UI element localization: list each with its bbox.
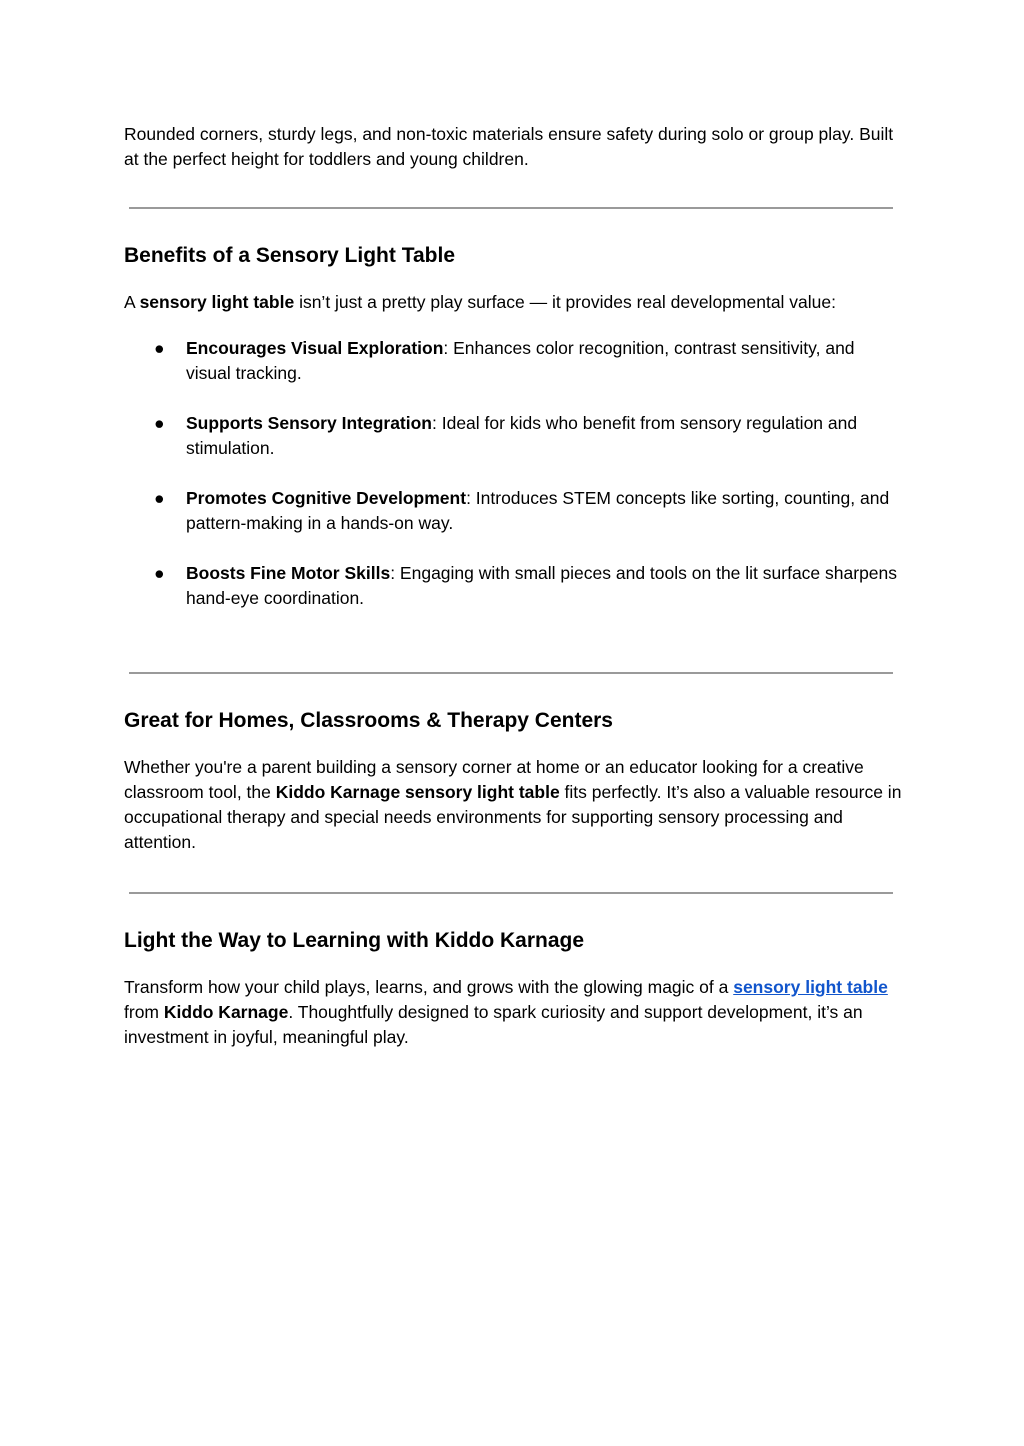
brand-name-bold: Kiddo Karnage (163, 1002, 289, 1022)
list-item-title: Supports Sensory Integration (186, 413, 432, 433)
benefits-lead-prefix: A (124, 292, 140, 312)
great-for-heading: Great for Homes, Classrooms & Therapy Centers (124, 709, 613, 732)
list-item-text: : Enhances color recognition, contrast sensitivity, and visual tracking. (186, 338, 855, 383)
light-the-way-heading: Light the Way to Learning with Kiddo Karnage (124, 929, 585, 952)
benefits-lead (124, 290, 904, 315)
list-item (124, 486, 904, 536)
light-the-way-paragraph (124, 975, 904, 1050)
benefits-list (124, 336, 904, 611)
list-item-text: : Ideal for kids who benefit from sensory regulation and stimulation. (186, 413, 858, 458)
bullet-icon: ● (154, 338, 165, 358)
section-divider (129, 207, 893, 209)
section-divider (129, 892, 893, 894)
list-item-text: : Engaging with small pieces and tools on the lit surface sharpens hand-eye coordination. (186, 563, 898, 608)
bullet-icon: ● (154, 413, 165, 433)
great-for-bold: Kiddo Karnage sensory light table (275, 782, 560, 802)
list-item-title: Encourages Visual Exploration (186, 338, 444, 358)
light-the-way-text-2: from (124, 1002, 164, 1022)
intro-paragraph: Rounded corners, sturdy legs, and non-toxic materials ensure safety during solo or group play. Built at the perfect height for toddlers and young children. (124, 124, 894, 169)
bullet-icon: ● (154, 488, 165, 508)
light-the-way-section (124, 927, 904, 1050)
light-the-way-text-1: Transform how your child plays, learns, and grows with the glowing magic of a (124, 977, 734, 997)
sensory-light-table-link[interactable]: sensory light table (733, 977, 888, 997)
benefits-section (124, 242, 904, 636)
list-item-title: Promotes Cognitive Development (186, 488, 467, 508)
great-for-section (124, 707, 904, 855)
light-the-way-text-3: . Thoughtfully designed to spark curiosity and support development, it’s an investment in joyful, meaningful play. (124, 1002, 863, 1047)
list-item (124, 336, 904, 386)
great-for-text-1: Whether you're a parent building a sensory corner at home or an educator looking for a creative classroom tool, the (124, 757, 864, 802)
great-for-paragraph (124, 755, 904, 855)
list-item-title: Boosts Fine Motor Skills (186, 563, 391, 583)
list-item (124, 411, 904, 461)
benefits-heading: Benefits of a Sensory Light Table (124, 244, 455, 267)
great-for-text-2: fits perfectly. It’s also a valuable resource in occupational therapy and special needs environments for supporting sensory processing and attention. (124, 782, 902, 852)
list-item (124, 561, 904, 611)
intro-section (124, 122, 904, 172)
list-item-text: : Introduces STEM concepts like sorting, counting, and pattern-making in a hands-on way. (186, 488, 890, 533)
benefits-lead-suffix: isn’t just a pretty play surface — it provides real developmental value: (294, 292, 836, 312)
section-divider (129, 672, 893, 674)
bullet-icon: ● (154, 563, 165, 583)
benefits-lead-bold: sensory light table (139, 292, 295, 312)
